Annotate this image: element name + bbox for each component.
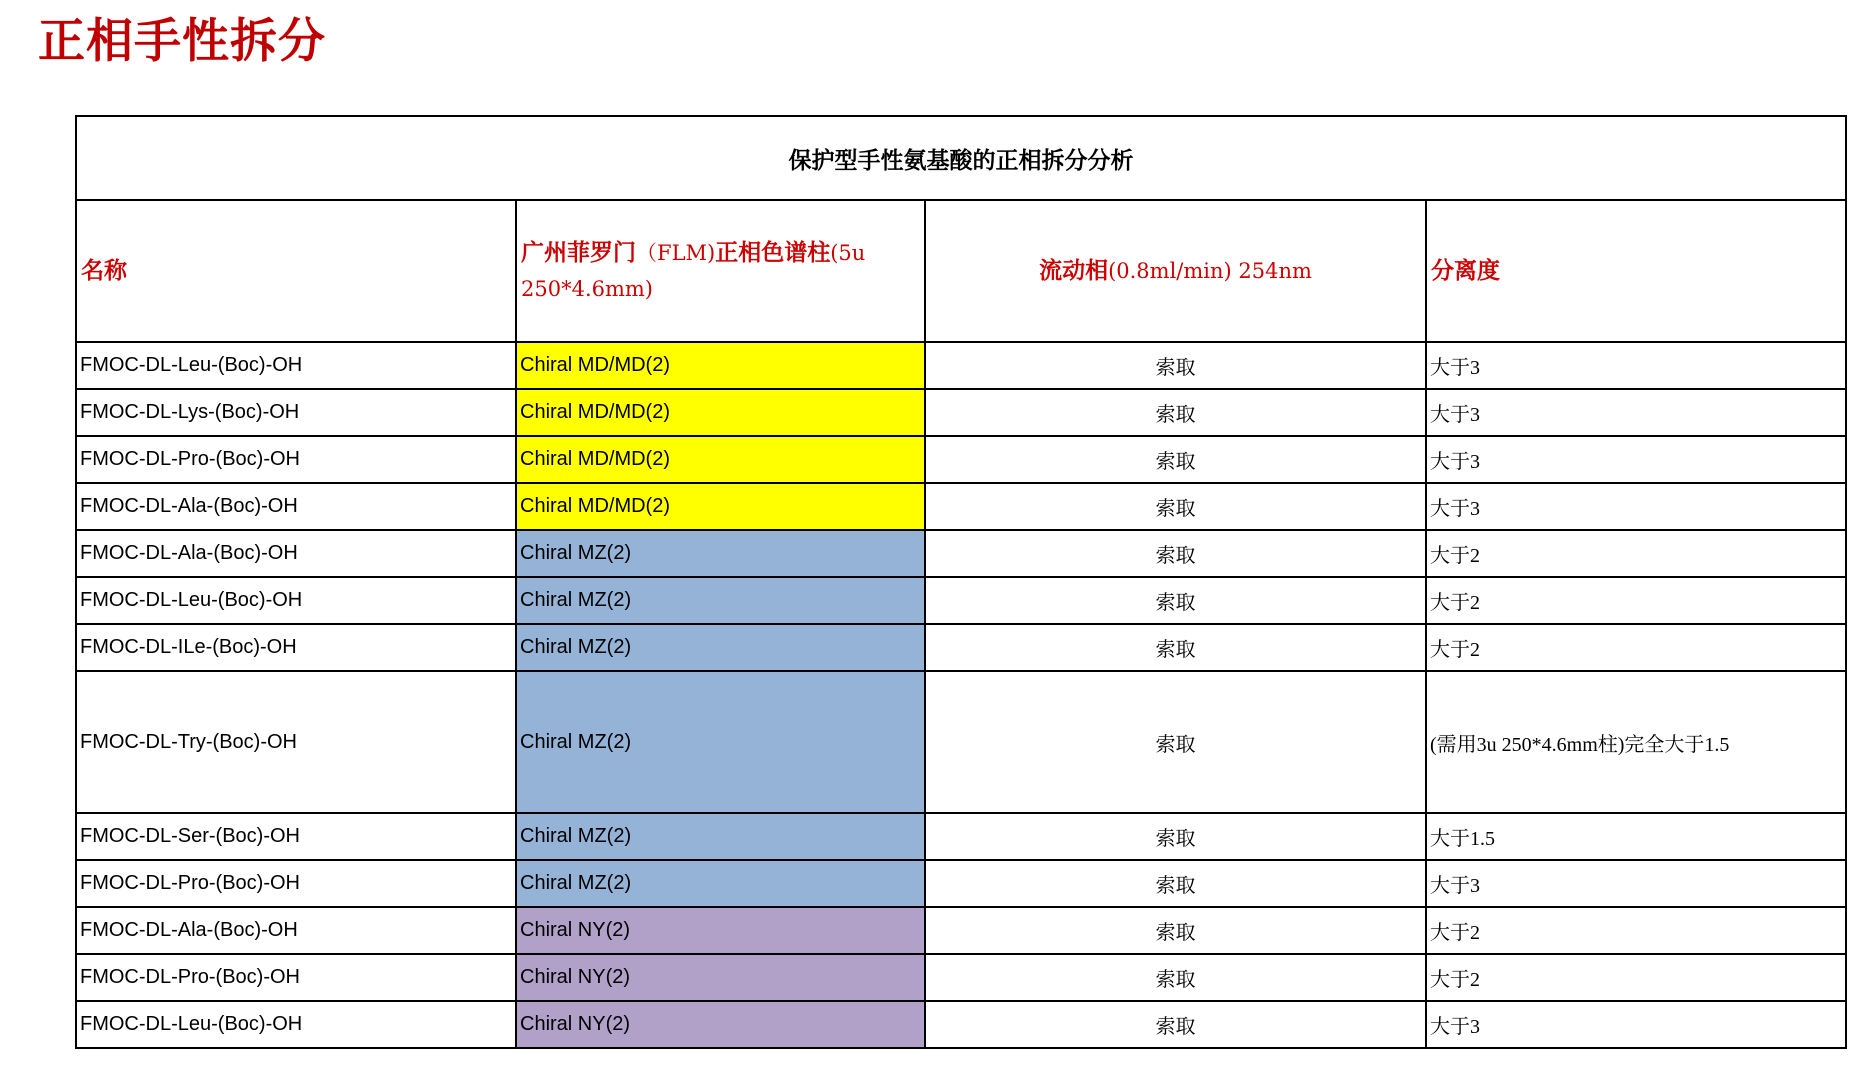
header-column-type: 正相色谱柱 (715, 239, 831, 266)
table-caption-row (76, 116, 1846, 200)
table-row (76, 342, 1846, 389)
compound-name-cell: FMOC-DL-Leu-(Boc)-OH (76, 1001, 516, 1048)
resolution-cell: 大于3 (1426, 1001, 1846, 1048)
table-row (76, 907, 1846, 954)
resolution-cell: 大于1.5 (1426, 813, 1846, 860)
header-column-brand: 广州菲罗门 (521, 239, 636, 266)
chiral-column-cell: Chiral NY(2) (516, 954, 925, 1001)
chiral-column-cell: Chiral MZ(2) (516, 577, 925, 624)
resolution-cell: 大于3 (1426, 860, 1846, 907)
column-header-resolution (1426, 200, 1846, 342)
mobile-phase-request-cell: 索取 (925, 860, 1426, 907)
chiral-separation-table (75, 115, 1847, 1049)
header-column-spec: (5u 250*4.6mm) (521, 241, 866, 302)
table-row (76, 624, 1846, 671)
column-header-name (76, 200, 516, 342)
resolution-cell: 大于3 (1426, 342, 1846, 389)
compound-name-cell: FMOC-DL-Pro-(Boc)-OH (76, 860, 516, 907)
compound-name-cell: FMOC-DL-ILe-(Boc)-OH (76, 624, 516, 671)
chiral-column-cell: Chiral MZ(2) (516, 860, 925, 907)
resolution-cell: (需用3u 250*4.6mm柱)完全大于1.5 (1426, 671, 1846, 813)
compound-name-cell: FMOC-DL-Pro-(Boc)-OH (76, 954, 516, 1001)
compound-name-cell: FMOC-DL-Ser-(Boc)-OH (76, 813, 516, 860)
resolution-cell: 大于3 (1426, 483, 1846, 530)
chiral-column-cell: Chiral MZ(2) (516, 530, 925, 577)
compound-name-cell: FMOC-DL-Leu-(Boc)-OH (76, 577, 516, 624)
mobile-phase-request-cell: 索取 (925, 342, 1426, 389)
chiral-column-cell: Chiral MD/MD(2) (516, 342, 925, 389)
chiral-column-cell: Chiral MZ(2) (516, 671, 925, 813)
mobile-phase-request-cell: 索取 (925, 671, 1426, 813)
table-row (76, 671, 1846, 813)
table-body (76, 342, 1846, 1048)
table-row (76, 860, 1846, 907)
compound-name-cell: FMOC-DL-Leu-(Boc)-OH (76, 342, 516, 389)
column-header-chiral-column (516, 200, 925, 342)
chiral-column-cell: Chiral NY(2) (516, 907, 925, 954)
table-row (76, 530, 1846, 577)
column-header-mobile-phase (925, 200, 1426, 342)
mobile-phase-request-cell: 索取 (925, 389, 1426, 436)
chiral-column-cell: Chiral MD/MD(2) (516, 483, 925, 530)
table-row (76, 389, 1846, 436)
table-row (76, 1001, 1846, 1048)
table-header-row (76, 200, 1846, 342)
resolution-cell: 大于3 (1426, 436, 1846, 483)
mobile-phase-request-cell: 索取 (925, 813, 1426, 860)
mobile-phase-request-cell: 索取 (925, 436, 1426, 483)
header-column-brand-abbr: （FLM) (636, 241, 716, 266)
mobile-phase-request-cell: 索取 (925, 954, 1426, 1001)
table-row (76, 436, 1846, 483)
header-mobile-phase-detail: (0.8ml/min) 254nm (1108, 259, 1312, 284)
chiral-column-cell: Chiral MD/MD(2) (516, 436, 925, 483)
header-mobile-phase-label: 流动相 (1039, 257, 1109, 284)
mobile-phase-request-cell: 索取 (925, 483, 1426, 530)
resolution-cell: 大于2 (1426, 907, 1846, 954)
mobile-phase-request-cell: 索取 (925, 624, 1426, 671)
compound-name-cell: FMOC-DL-Try-(Boc)-OH (76, 671, 516, 813)
chiral-column-cell: Chiral MZ(2) (516, 624, 925, 671)
compound-name-cell: FMOC-DL-Ala-(Boc)-OH (76, 907, 516, 954)
table-row (76, 483, 1846, 530)
resolution-cell: 大于2 (1426, 577, 1846, 624)
chiral-column-cell: Chiral MZ(2) (516, 813, 925, 860)
page-title: 正相手性拆分 (38, 14, 326, 67)
mobile-phase-request-cell: 索取 (925, 1001, 1426, 1048)
table-row (76, 577, 1846, 624)
resolution-cell: 大于2 (1426, 624, 1846, 671)
table-caption: 保护型手性氨基酸的正相拆分分析 (76, 116, 1846, 200)
compound-name-cell: FMOC-DL-Lys-(Boc)-OH (76, 389, 516, 436)
compound-name-cell: FMOC-DL-Ala-(Boc)-OH (76, 530, 516, 577)
mobile-phase-request-cell: 索取 (925, 530, 1426, 577)
resolution-cell: 大于2 (1426, 530, 1846, 577)
compound-name-cell: FMOC-DL-Pro-(Boc)-OH (76, 436, 516, 483)
mobile-phase-request-cell: 索取 (925, 907, 1426, 954)
table-row (76, 813, 1846, 860)
compound-name-cell: FMOC-DL-Ala-(Boc)-OH (76, 483, 516, 530)
mobile-phase-request-cell: 索取 (925, 577, 1426, 624)
chiral-column-cell: Chiral NY(2) (516, 1001, 925, 1048)
chiral-column-cell: Chiral MD/MD(2) (516, 389, 925, 436)
header-name-label: 名称 (81, 257, 127, 284)
resolution-cell: 大于3 (1426, 389, 1846, 436)
resolution-cell: 大于2 (1426, 954, 1846, 1001)
table-row (76, 954, 1846, 1001)
header-resolution-label: 分离度 (1431, 257, 1500, 284)
